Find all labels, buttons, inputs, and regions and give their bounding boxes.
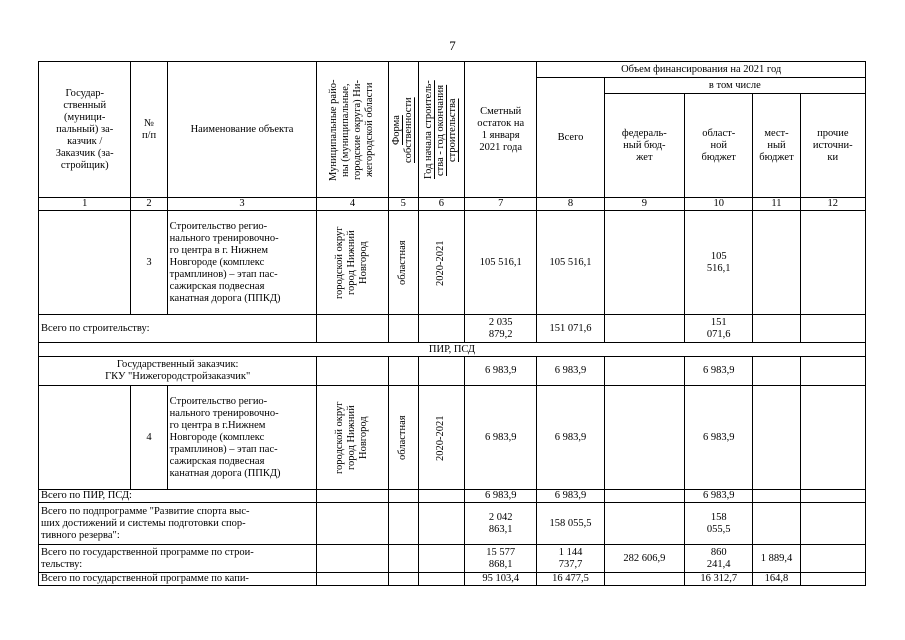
cell-empty	[418, 490, 464, 503]
header-customer: Государ- ственный (муници- пальный) за- казчик / Заказчик (за- стройщик)	[39, 62, 131, 198]
cell-empty	[800, 490, 865, 503]
cell-municipality: городской округ город Нижний Новгород	[317, 211, 388, 315]
financing-table	[38, 61, 866, 586]
cell-empty	[604, 490, 684, 503]
cell-empty	[317, 490, 388, 503]
cell-balance: 6 983,9	[465, 490, 537, 503]
table-row	[39, 573, 866, 586]
cell-empty	[418, 503, 464, 545]
cell-empty	[753, 490, 800, 503]
cell-empty	[388, 545, 418, 573]
cell-empty	[800, 357, 865, 386]
col-number: 9	[604, 198, 684, 211]
cell-empty	[604, 503, 684, 545]
cell-empty	[388, 573, 418, 586]
cell-balance: 6 983,9	[465, 386, 537, 490]
header-other: прочие источни- ки	[800, 94, 865, 198]
cell-regional: 6 983,9	[685, 490, 753, 503]
cell-empty	[800, 545, 865, 573]
col-number: 3	[167, 198, 317, 211]
cell-empty	[317, 357, 388, 386]
cell-empty	[317, 545, 388, 573]
cell-regional: 6 983,9	[685, 386, 753, 490]
col-number: 4	[317, 198, 388, 211]
cell-regional: 105 516,1	[685, 211, 753, 315]
cell-total: 151 071,6	[537, 315, 604, 343]
header-federal: федераль- ный бюд- жет	[604, 94, 684, 198]
cell-total: 1 144 737,7	[537, 545, 604, 573]
cell-empty	[418, 573, 464, 586]
cell-local	[753, 211, 800, 315]
cell-municipality: городской округ город Нижний Новгород	[317, 386, 388, 490]
cell-empty	[753, 503, 800, 545]
page-number: 7	[449, 38, 456, 53]
cell-total-state-construction-label: Всего по государственной программе по строи- тельству:	[39, 545, 317, 573]
cell-customer-label: Государственный заказчик: ГКУ "Нижегородстройзаказчик"	[39, 357, 317, 386]
cell-regional: 16 312,7	[685, 573, 753, 586]
cell-empty	[800, 386, 865, 490]
header-funding-group: Объем финансирования на 2021 год	[537, 62, 866, 78]
cell-empty	[317, 573, 388, 586]
header-number: № п/п	[131, 62, 167, 198]
cell-empty	[418, 357, 464, 386]
col-number: 12	[800, 198, 865, 211]
cell-total: 158 055,5	[537, 503, 604, 545]
cell-empty	[604, 315, 684, 343]
col-number: 6	[418, 198, 464, 211]
cell-empty	[800, 573, 865, 586]
header-ownership: Форма собственности	[388, 62, 418, 198]
col-number: 1	[39, 198, 131, 211]
cell-number: 4	[131, 386, 167, 490]
cell-empty	[388, 490, 418, 503]
header-regional: област- ной бюджет	[685, 94, 753, 198]
cell-empty	[388, 315, 418, 343]
header-total: Всего	[537, 78, 604, 198]
cell-empty	[604, 386, 684, 490]
cell-local: 1 889,4	[753, 545, 800, 573]
cell-total: 6 983,9	[537, 490, 604, 503]
table-row	[39, 315, 866, 343]
header-municipality: Муниципальные райо- ны (муниципальные, городские округа) Ни- жегородской области	[317, 62, 388, 198]
header-estimate-balance: Сметный остаток на 1 января 2021 года	[465, 62, 537, 198]
header-including-group: в том числе	[604, 78, 865, 94]
table-row	[39, 490, 866, 503]
cell-empty	[753, 357, 800, 386]
cell-number: 3	[131, 211, 167, 315]
cell-total-subprogram-label: Всего по подпрограмме "Развитие спорта выс- ших достижений и системы подготовки спор- тивного резерва":	[39, 503, 317, 545]
col-number: 11	[753, 198, 800, 211]
cell-total-state-capital-label: Всего по государственной программе по капи-	[39, 573, 317, 586]
cell-balance: 2 042 863,1	[465, 503, 537, 545]
cell-years: 2020-2021	[418, 386, 464, 490]
section-row	[39, 343, 866, 357]
cell-total-construction-label: Всего по строительству:	[39, 315, 317, 343]
cell-federal: 282 606,9	[604, 545, 684, 573]
table-row	[39, 386, 866, 490]
col-number: 2	[131, 198, 167, 211]
cell-customer	[39, 211, 131, 315]
cell-total: 105 516,1	[537, 211, 604, 315]
col-number: 7	[465, 198, 537, 211]
cell-customer	[39, 386, 131, 490]
cell-object-name: Строительство регио- нального тренировочно- го центра в г.Нижнем Новгороде (комплекс трамплинов) – этап пас- сажирская подвесная канатная дорога (ППКД)	[167, 386, 317, 490]
table-row	[39, 357, 866, 386]
cell-empty	[753, 315, 800, 343]
cell-ownership: областная	[388, 386, 418, 490]
column-numbers-row	[39, 198, 866, 211]
cell-local: 164,8	[753, 573, 800, 586]
header-local: мест- ный бюджет	[753, 94, 800, 198]
cell-empty	[388, 503, 418, 545]
table-row	[39, 211, 866, 315]
cell-regional: 860 241,4	[685, 545, 753, 573]
cell-years: 2020-2021	[418, 211, 464, 315]
cell-ownership: областная	[388, 211, 418, 315]
table-row	[39, 545, 866, 573]
cell-regional: 158 055,5	[685, 503, 753, 545]
cell-federal	[604, 211, 684, 315]
cell-empty	[753, 386, 800, 490]
section-pir-title: ПИР, ПСД	[39, 343, 866, 357]
cell-balance: 105 516,1	[465, 211, 537, 315]
cell-regional: 6 983,9	[685, 357, 753, 386]
cell-empty	[800, 503, 865, 545]
cell-empty	[418, 545, 464, 573]
cell-other	[800, 211, 865, 315]
cell-empty	[317, 315, 388, 343]
cell-empty	[317, 503, 388, 545]
cell-balance: 95 103,4	[465, 573, 537, 586]
cell-empty	[604, 357, 684, 386]
cell-balance: 2 035 879,2	[465, 315, 537, 343]
col-number: 10	[685, 198, 753, 211]
cell-empty	[604, 573, 684, 586]
cell-regional: 151 071,6	[685, 315, 753, 343]
cell-total-pir-label: Всего по ПИР, ПСД:	[39, 490, 317, 503]
cell-total: 6 983,9	[537, 386, 604, 490]
header-years: Год начала строитель- ства - год окончания строительства	[418, 62, 464, 198]
table-row	[39, 503, 866, 545]
header-object-name: Наименование объекта	[167, 62, 317, 198]
col-number: 5	[388, 198, 418, 211]
cell-object-name: Строительство регио- нального тренировочно- го центра в г. Нижнем Новгороде (комплекс трамплинов) – этап пас- сажирская подвесная канатная дорога (ППКД)	[167, 211, 317, 315]
cell-total: 16 477,5	[537, 573, 604, 586]
cell-empty	[388, 357, 418, 386]
cell-balance: 15 577 868,1	[465, 545, 537, 573]
col-number: 8	[537, 198, 604, 211]
cell-empty	[418, 315, 464, 343]
cell-empty	[800, 315, 865, 343]
cell-total: 6 983,9	[537, 357, 604, 386]
cell-balance: 6 983,9	[465, 357, 537, 386]
